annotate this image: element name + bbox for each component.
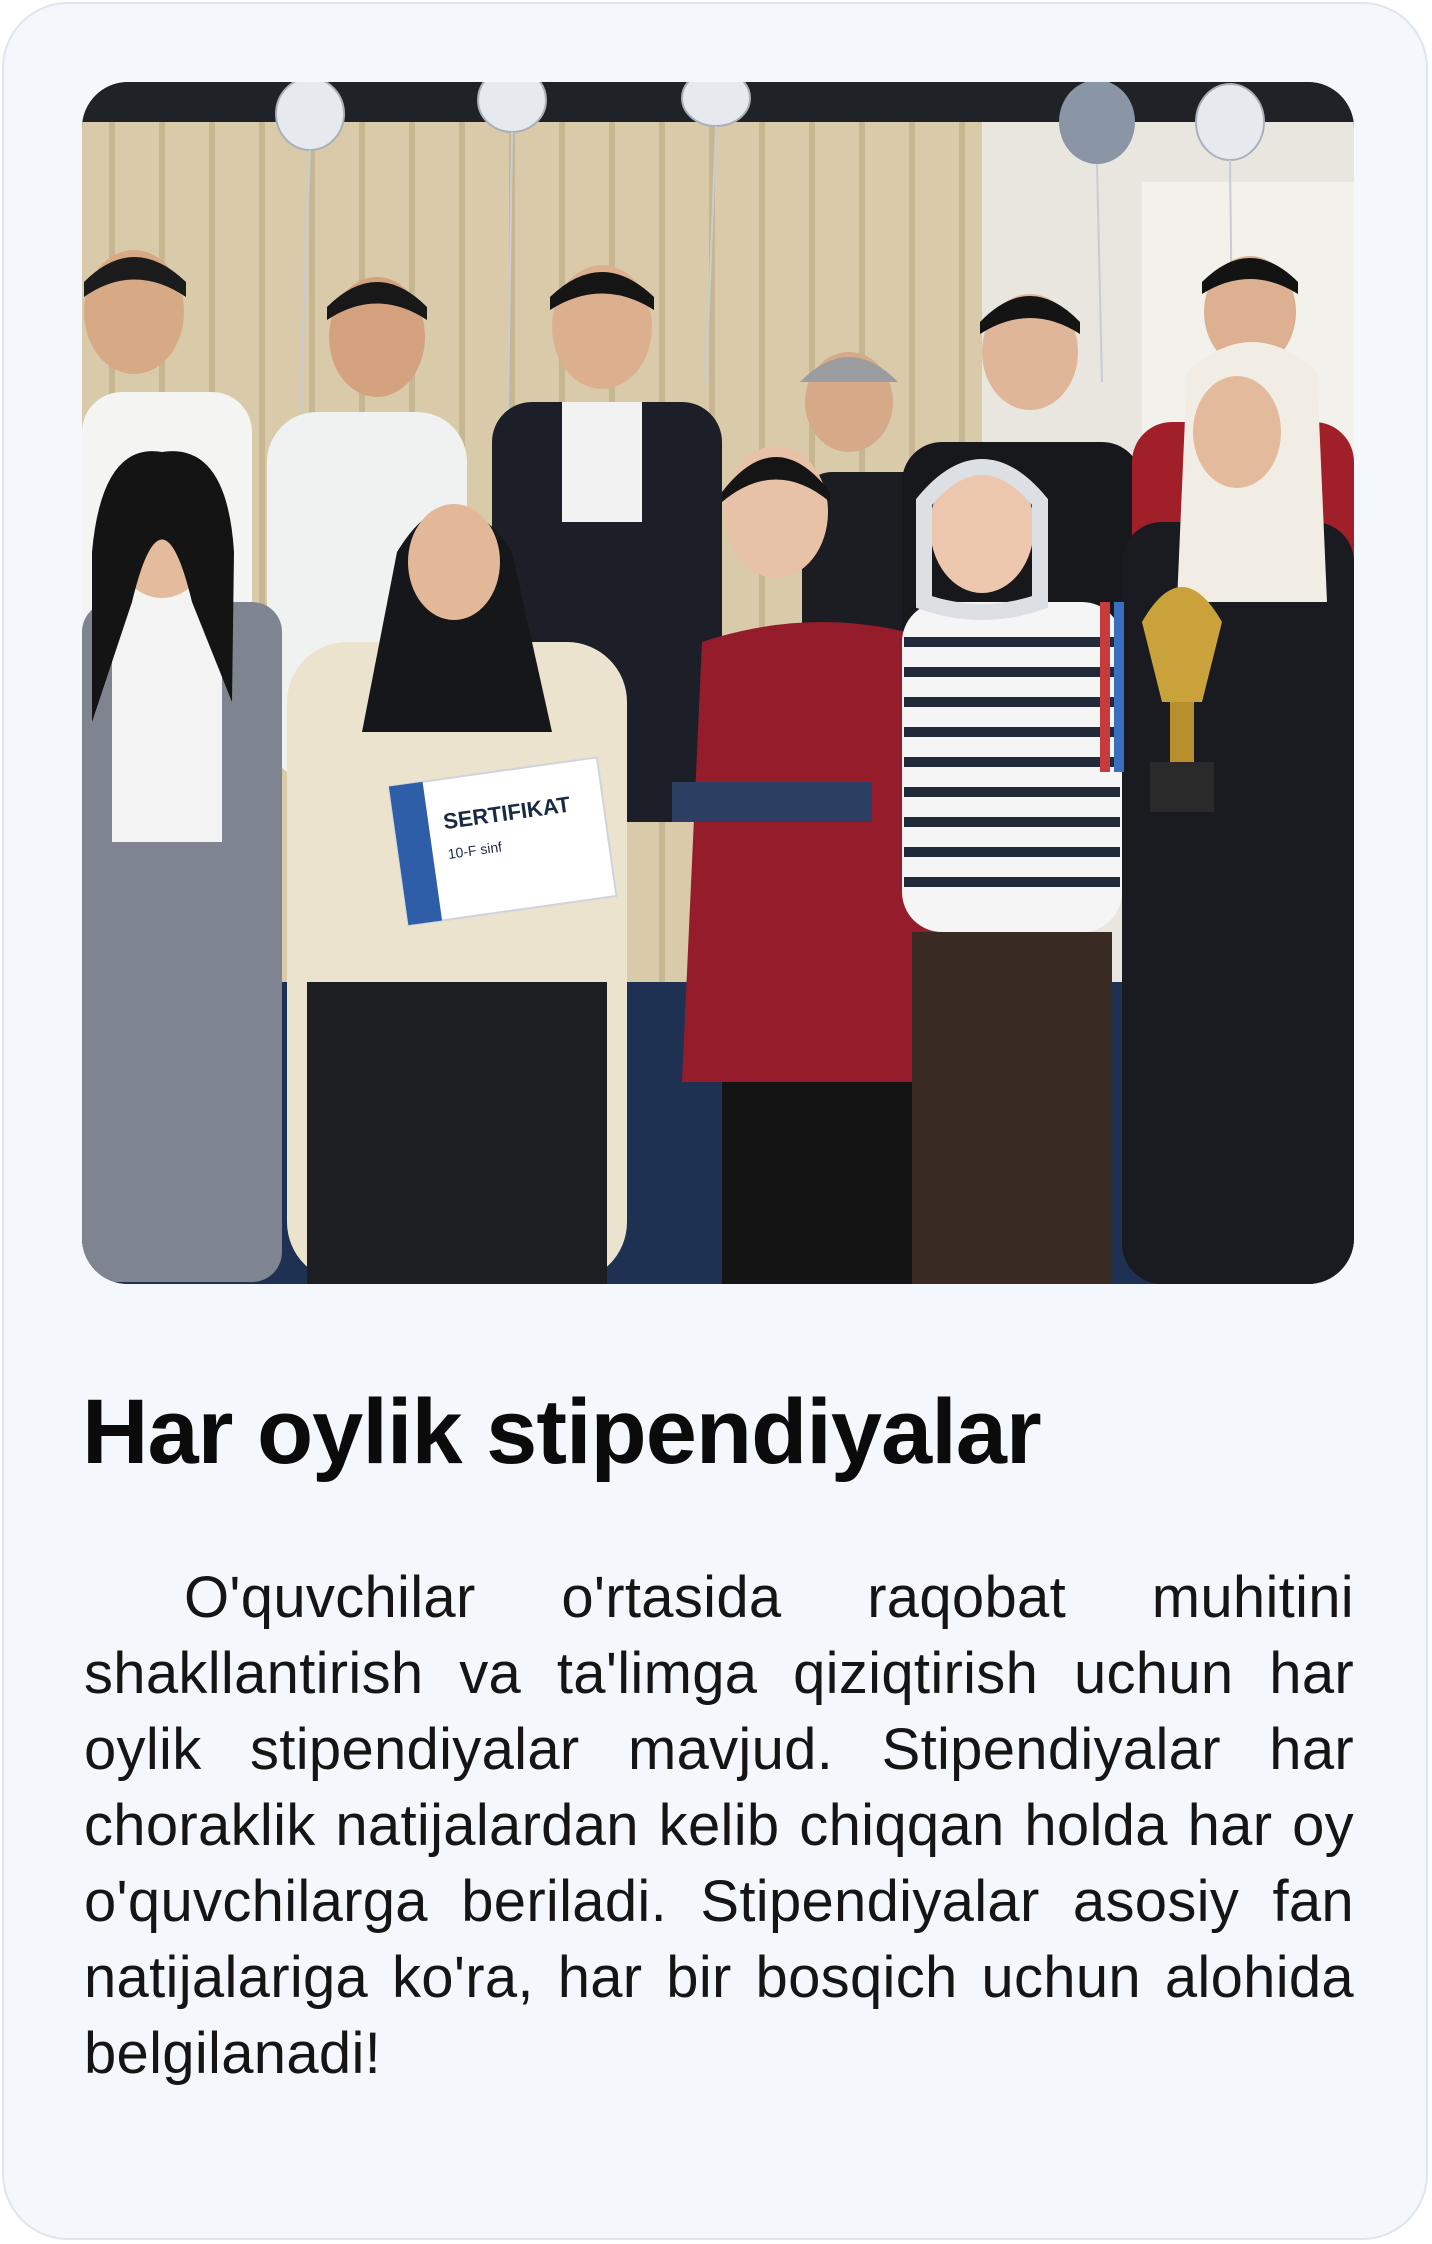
certificate — [389, 757, 616, 925]
card-description: O'quvchilar o'rtasida raqobat muhitini shakllantirish va ta'limga qiziqtirish uchun har oylik stipendiyalar mavjud. Stipendiyalar har choraklik natijalardan kelib chiqqan holda har oy o'quvchilarga beriladi. Stipendiyalar asosiy fan natijalariga ko'ra, har bir bosqich uchun alohida belgilanadi! — [84, 1565, 1354, 2086]
card-title: Har oylik stipendiyalar — [82, 1381, 1041, 1483]
group-photo-illustration — [82, 82, 1354, 1284]
scholarship-card — [2, 2, 1428, 2240]
group-photo — [82, 82, 1354, 1284]
certificate-heading: SERTIFIKAT — [441, 791, 572, 835]
certificate-line: 10-F sinf — [446, 838, 503, 862]
